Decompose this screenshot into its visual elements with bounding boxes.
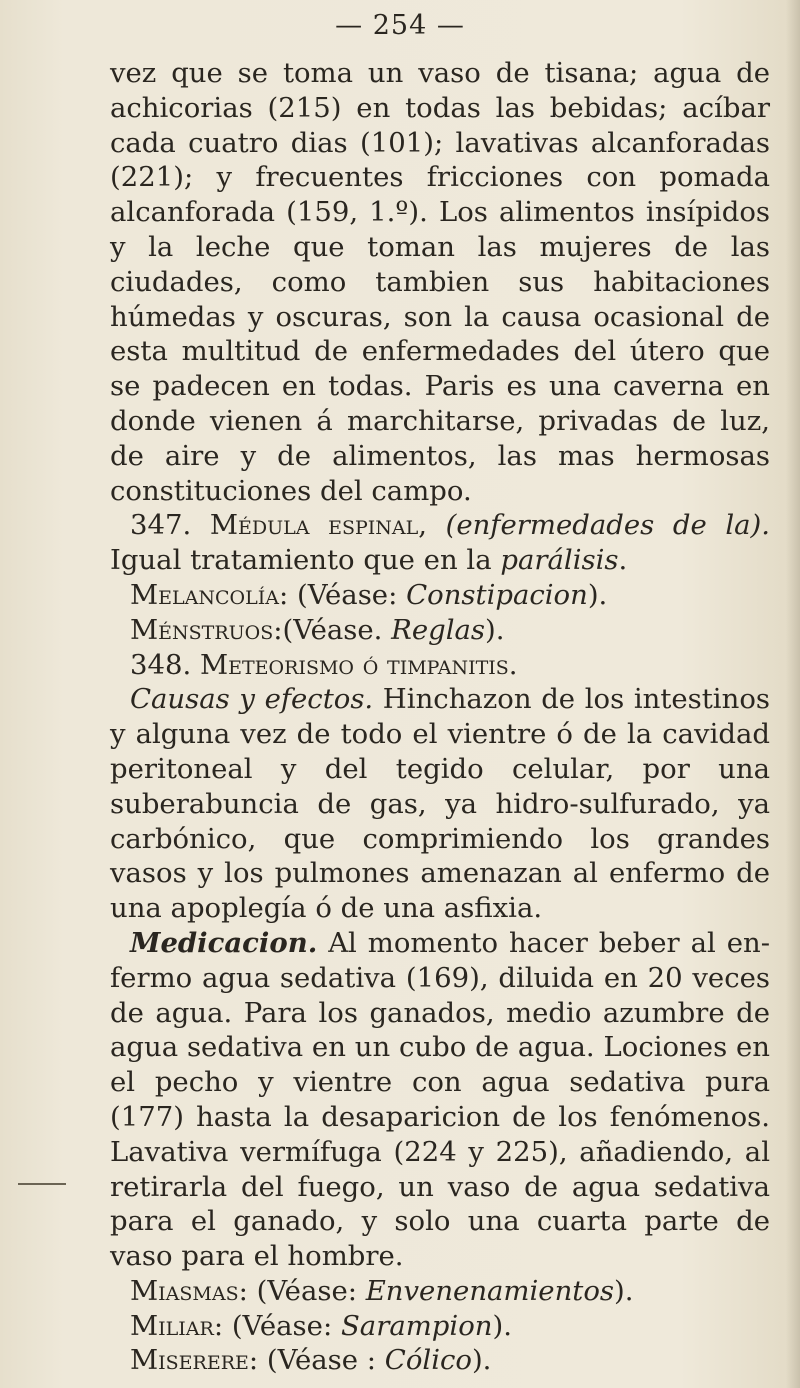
entry-heading: Ménstruos: (130, 613, 283, 646)
cross-reference: Constipacion (406, 578, 588, 611)
entry-heading: Melancolía: (130, 578, 289, 611)
paragraph-medicacion: Medicacion. Al momento hacer beber al enfermo agua sedativa (169), diluida en 20 veces de agua. Para los ganados, medio azumbre de agua sedativa en un cubo de agua. Lociones en el pecho y vientre con agua sedativa pura (177) hasta la desaparicion de los fenómenos. Lavativa vermífuga (224 y 225), añadiendo, al retirarla del fuego, un vaso de agua sedativa para el ganado, y solo una cuarta parte de vaso para el hombre. (110, 926, 770, 1273)
cross-reference: Reglas (391, 613, 486, 646)
section-label: Causas y efectos. (130, 683, 374, 716)
paragraph-continuation: vez que se toma un vaso de tisana; agua de achicorias (215) en todas las bebidas; acíbar cada cuatro dias (101); lavativas alcanforadas (221); y frecuentes fricciones con pomada alcanforada (159, 1.º). Los alimentos insípidos y la leche que toman las mujeres de las ciudades, como tambien sus habitaciones húmedas y oscuras, son la causa ocasional de esta multitud de enfermedades del útero que se padecen en todas. Paris es una caverna en donde vienen á marchitarse, privadas de luz, de aire y de alimentos, las mas hermosas constituciones del campo. (110, 57, 770, 507)
entry-miasmas: Miasmas: (Véase: Envenenamientos). (130, 1274, 634, 1307)
entry-menstruos: Ménstruos:(Véase. Reglas). (130, 613, 505, 646)
entry-melancolia: Melancolía: (Véase: Constipacion). (130, 578, 608, 611)
entry-heading: Médula espinal, (209, 509, 427, 542)
cross-reference: Sarampion (340, 1309, 493, 1342)
cross-reference: Envenenamientos (365, 1274, 614, 1307)
paragraph-causas: Causas y efectos. Hinchazon de los intestinos y alguna vez de todo el vientre ó de la cavidad peritoneal y del tegido celular, por una suberabuncia de gas, ya hidro-sulfurado, ya carbónico, que comprimiendo los grandes vasos y los pulmones amenazan al enfermo de una apoplegía ó de una asfixia. (110, 683, 770, 925)
page-edge-shadow (786, 0, 800, 1388)
entry-qualifier: (enfermedades de la). (445, 509, 771, 542)
entry-heading: Miserere: (130, 1344, 259, 1377)
entry-miserere: Miserere: (Véase : Cólico). (130, 1344, 492, 1377)
entry-miliar: Miliar: (Véase: Sarampion). (130, 1309, 512, 1342)
entry-heading: Miliar: (130, 1309, 224, 1342)
cross-reference: Cólico (384, 1344, 472, 1377)
entry-heading: Meteorismo ó timpanitis. (199, 648, 518, 681)
entry-heading: Miasmas: (130, 1274, 248, 1307)
entry-348 (110, 648, 770, 683)
entry-347: 347. Médula espinal, (enfermedades de la). Igual tratamiento que en la parálisis. (110, 509, 771, 577)
section-label: Medicacion. (130, 926, 318, 959)
page-body (110, 56, 770, 1378)
entry-text: Igual tratamiento que en la (110, 544, 501, 577)
cross-reference: parálisis (500, 544, 619, 577)
entry-number: 348. (130, 648, 192, 681)
margin-rule (18, 1183, 66, 1185)
page-number: — 254 — (335, 10, 465, 41)
entry-number: 347. (130, 509, 192, 542)
